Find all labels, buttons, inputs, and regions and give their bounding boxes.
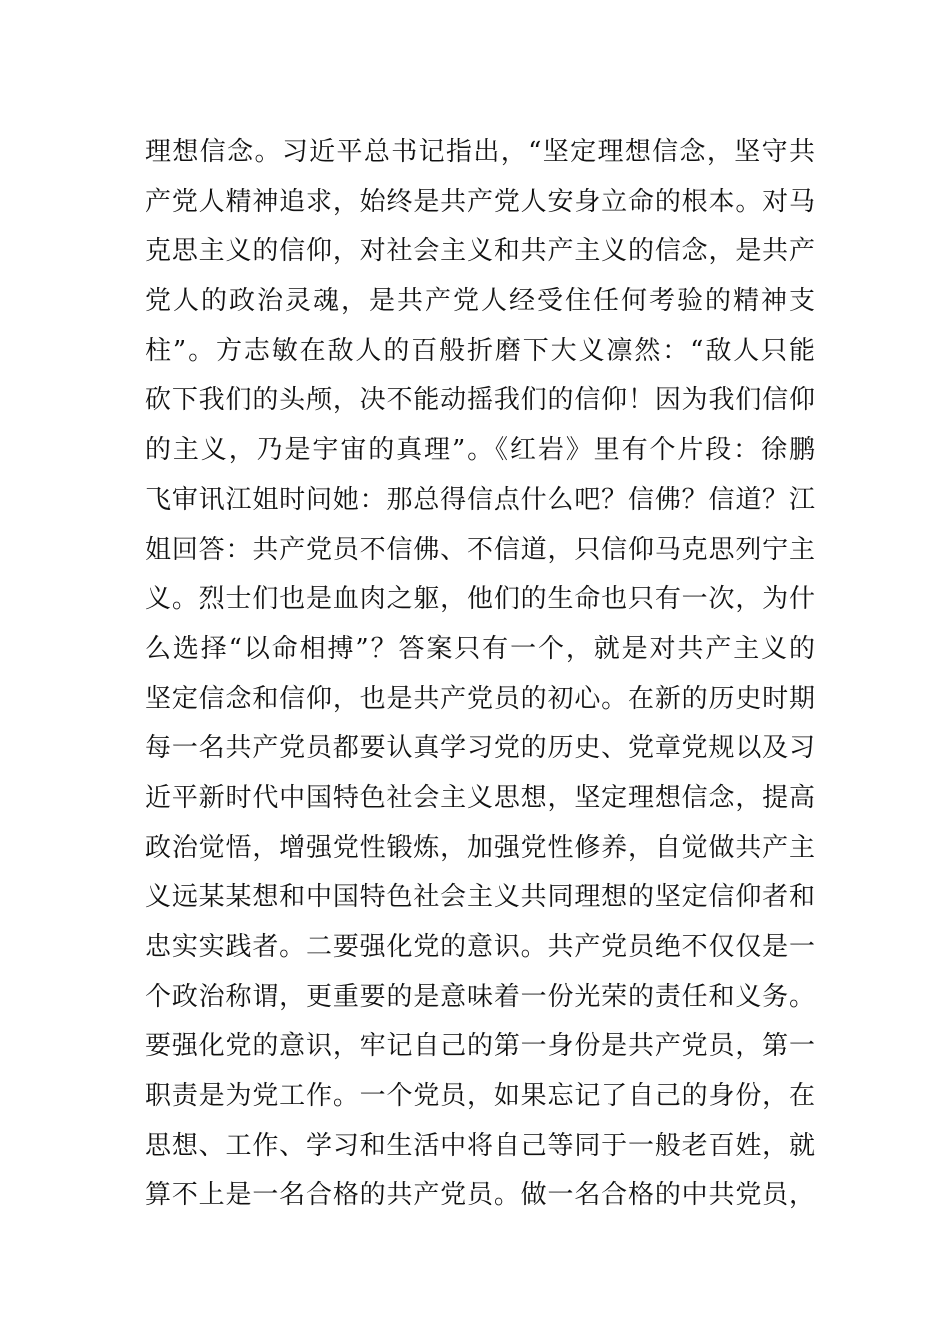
text-line: 个政治称谓，更重要的是意味着一份光荣的责任和义务。 xyxy=(145,981,815,1012)
text-line: 党人的政治灵魂，是共产党人经受住任何考验的精神支 xyxy=(145,286,815,317)
text-line: 克思主义的信仰，对社会主义和共产主义的信念，是共产 xyxy=(145,236,815,267)
text-line: 么选择“以命相搏”？答案只有一个，就是对共产主义的 xyxy=(145,633,815,664)
text-line: 近平新时代中国特色社会主义思想，坚定理想信念，提高 xyxy=(145,782,815,813)
text-line: 政治觉悟，增强党性锻炼，加强党性修养，自觉做共产主 xyxy=(145,832,815,863)
text-line: 义远某某想和中国特色社会主义共同理想的坚定信仰者和 xyxy=(145,882,815,913)
text-line: 产党人精神追求，始终是共产党人安身立命的根本。对马 xyxy=(145,186,815,217)
text-line: 坚定信念和信仰，也是共产党员的初心。在新的历史时期 xyxy=(145,683,815,714)
body-text xyxy=(145,128,815,1221)
text-line: 的主义，乃是宇宙的真理”。《红岩》里有个片段：徐鹏 xyxy=(145,435,815,466)
text-line: 每一名共产党员都要认真学习党的历史、党章党规以及习 xyxy=(145,733,815,764)
text-line: 理想信念。习近平总书记指出，“坚定理想信念，坚守共 xyxy=(145,137,815,167)
text-line: 思想、工作、学习和生活中将自己等同于一般老百姓，就 xyxy=(145,1130,815,1161)
text-line: 砍下我们的头颅，决不能动摇我们的信仰！因为我们信仰 xyxy=(145,385,815,416)
text-line: 柱”。方志敏在敌人的百般折磨下大义凛然：“敌人只能 xyxy=(145,335,815,366)
text-line: 职责是为党工作。一个党员，如果忘记了自己的身份，在 xyxy=(145,1081,815,1112)
text-line: 忠实实践者。二要强化党的意识。共产党员绝不仅仅是一 xyxy=(145,932,815,962)
text-line: 姐回答：共产党员不信佛、不信道，只信仰马克思列宁主 xyxy=(145,534,815,565)
text-line: 飞审讯江姐时问她：那总得信点什么吧？信佛？信道？江 xyxy=(145,484,815,515)
text-line: 义。烈士们也是血肉之躯，他们的生命也只有一次，为什 xyxy=(145,584,815,615)
text-line: 算不上是一名合格的共产党员。做一名合格的中共党员， xyxy=(145,1180,815,1211)
text-line: 要强化党的意识，牢记自己的第一身份是共产党员，第一 xyxy=(145,1031,815,1062)
